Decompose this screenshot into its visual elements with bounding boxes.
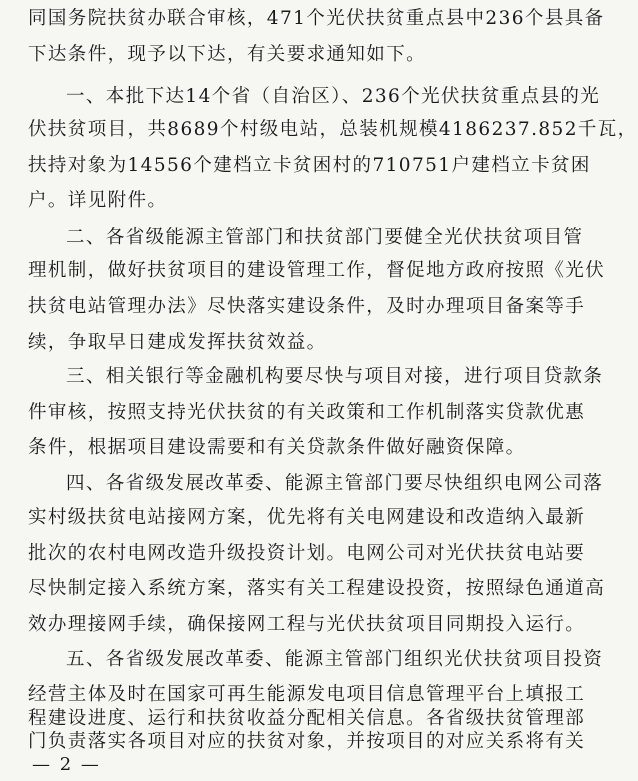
- text-line: 尽快制定接入系统方案，落实有关工程建设投资，按照绿色通道高: [28, 578, 606, 599]
- text-line: 三、相关银行等金融机构要尽快与项目对接，进行项目贷款条: [66, 366, 604, 387]
- text-line: 下达条件，现予以下达，有关要求通知如下。: [28, 44, 427, 65]
- text-line: 门负责落实各项目对应的扶贫对象，并按项目的对应关系将有关: [28, 731, 586, 752]
- text-line: 条件，根据项目建设需要和有关贷款条件做好融资保障。: [28, 437, 526, 458]
- text-line: 理机制，做好扶贫项目的建设管理工作，督促地方政府按照《光伏: [28, 260, 606, 281]
- text-line: 件审核，按照支持光伏扶贫的有关政策和工作机制落实贷款优惠: [28, 402, 586, 423]
- text-line: 户。详见附件。: [28, 190, 168, 211]
- text-line: 同国务院扶贫办联合审核，471个光伏扶贫重点县中236个县具备: [28, 8, 605, 29]
- text-line: 续，争取早日建成发挥扶贫效益。: [28, 332, 327, 353]
- text-line: 批次的农村电网改造升级投资计划。电网公司对光伏扶贫电站要: [28, 543, 586, 564]
- text-line: 四、各省级发展改革委、能源主管部门要尽快组织电网公司落: [66, 473, 604, 494]
- text-line: 经营主体及时在国家可再生能源发电项目信息管理平台上填报工: [28, 684, 586, 705]
- page-number: — 2 —: [32, 754, 101, 775]
- text-line: 一、本批下达14个省（自治区）、236个光伏扶贫重点县的光: [66, 86, 601, 107]
- text-line: 五、各省级发展改革委、能源主管部门组织光伏扶贫项目投资: [66, 649, 604, 670]
- text-line: 扶贫电站管理办法》尽快落实建设条件，及时办理项目备案等手: [28, 296, 586, 317]
- text-line: 二、各省级能源主管部门和扶贫部门要健全光伏扶贫项目管: [66, 227, 584, 248]
- text-line: 伏扶贫项目，共8689个村级电站，总装机规模4186237.852千瓦，: [28, 119, 638, 140]
- text-line: 实村级扶贫电站接网方案，优先将有关电网建设和改造纳入最新: [28, 507, 586, 528]
- text-line: 扶持对象为14556个建档立卡贫困村的710751户建档立卡贫困: [28, 155, 591, 176]
- text-line: 效办理接网手续，确保接网工程与光伏扶贫项目同期投入运行。: [28, 614, 586, 635]
- text-line: 程建设进度、运行和扶贫收益分配相关信息。各省级扶贫管理部: [28, 708, 586, 729]
